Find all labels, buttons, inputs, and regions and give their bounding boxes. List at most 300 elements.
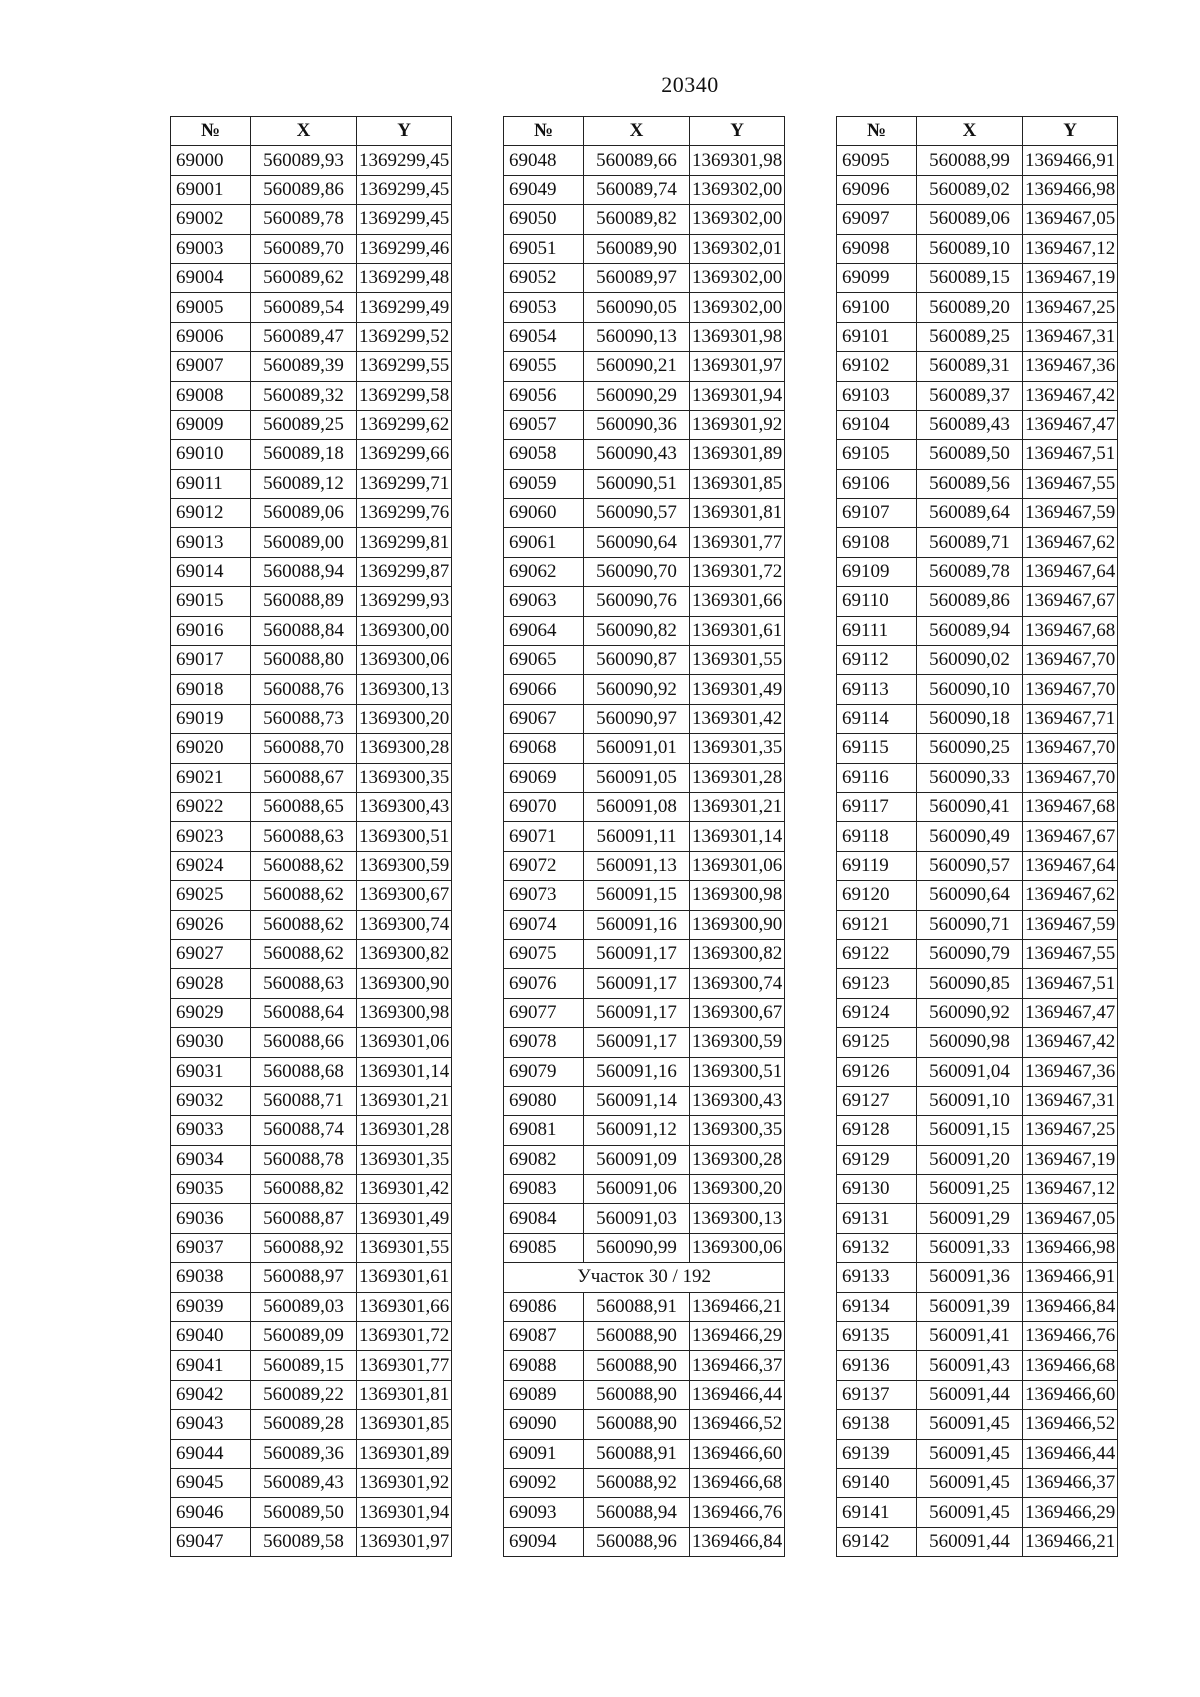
point-number-cell: 69089 [504,1380,584,1409]
point-number-cell: 69130 [837,1175,917,1204]
point-number-cell: 69036 [171,1204,251,1233]
x-coordinate-cell: 560091,36 [917,1263,1023,1292]
y-coordinate-cell: 1369301,77 [690,528,785,557]
table-row [171,1468,452,1497]
x-coordinate-cell: 560091,41 [917,1322,1023,1351]
x-coordinate-cell: 560088,62 [251,910,357,939]
table-row [171,881,452,910]
point-number-cell: 69005 [171,293,251,322]
x-coordinate-cell: 560091,20 [917,1145,1023,1174]
table-row [504,1204,785,1233]
point-number-cell: 69087 [504,1322,584,1351]
y-coordinate-cell: 1369466,29 [690,1322,785,1351]
y-coordinate-cell: 1369467,71 [1023,704,1118,733]
header-y: Y [1023,117,1118,146]
y-coordinate-cell: 1369300,90 [357,969,452,998]
table-row [171,381,452,410]
point-number-cell: 69020 [171,734,251,763]
table-row [171,910,452,939]
point-number-cell: 69047 [171,1527,251,1556]
x-coordinate-cell: 560090,41 [917,792,1023,821]
y-coordinate-cell: 1369467,47 [1023,410,1118,439]
header-x: X [584,117,690,146]
y-coordinate-cell: 1369301,06 [357,1028,452,1057]
x-coordinate-cell: 560091,05 [584,763,690,792]
x-coordinate-cell: 560090,87 [584,646,690,675]
table-row [171,352,452,381]
table-row [504,1439,785,1468]
y-coordinate-cell: 1369299,52 [357,322,452,351]
table-row [171,263,452,292]
point-number-cell: 69112 [837,646,917,675]
y-coordinate-cell: 1369467,70 [1023,646,1118,675]
point-number-cell: 69120 [837,881,917,910]
table-row [171,851,452,880]
point-number-cell: 69126 [837,1057,917,1086]
x-coordinate-cell: 560089,06 [251,499,357,528]
table-row [504,881,785,910]
y-coordinate-cell: 1369467,51 [1023,969,1118,998]
x-coordinate-cell: 560089,58 [251,1527,357,1556]
x-coordinate-cell: 560089,37 [917,381,1023,410]
point-number-cell: 69128 [837,1116,917,1145]
header-y: Y [357,117,452,146]
table-row [837,1263,1118,1292]
x-coordinate-cell: 560090,98 [917,1028,1023,1057]
x-coordinate-cell: 560091,15 [917,1116,1023,1145]
y-coordinate-cell: 1369300,20 [690,1175,785,1204]
x-coordinate-cell: 560090,82 [584,616,690,645]
x-coordinate-cell: 560091,08 [584,792,690,821]
point-number-cell: 69136 [837,1351,917,1380]
y-coordinate-cell: 1369466,29 [1023,1498,1118,1527]
point-number-cell: 69018 [171,675,251,704]
table-row [504,381,785,410]
point-number-cell: 69040 [171,1322,251,1351]
table-row [837,352,1118,381]
table-row [837,1116,1118,1145]
y-coordinate-cell: 1369467,31 [1023,1086,1118,1115]
x-coordinate-cell: 560089,93 [251,146,357,175]
table-row [504,734,785,763]
table-row [504,410,785,439]
x-coordinate-cell: 560088,66 [251,1028,357,1057]
y-coordinate-cell: 1369301,55 [690,646,785,675]
x-coordinate-cell: 560089,28 [251,1410,357,1439]
x-coordinate-cell: 560088,94 [251,557,357,586]
y-coordinate-cell: 1369467,05 [1023,205,1118,234]
y-coordinate-cell: 1369466,52 [1023,1410,1118,1439]
table-row [504,1527,785,1556]
x-coordinate-cell: 560089,39 [251,352,357,381]
point-number-cell: 69067 [504,704,584,733]
point-number-cell: 69076 [504,969,584,998]
y-coordinate-cell: 1369302,00 [690,293,785,322]
point-number-cell: 69082 [504,1145,584,1174]
point-number-cell: 69111 [837,616,917,645]
table-row [837,881,1118,910]
x-coordinate-cell: 560090,57 [584,499,690,528]
y-coordinate-cell: 1369301,81 [690,499,785,528]
table-row [504,1175,785,1204]
y-coordinate-cell: 1369301,77 [357,1351,452,1380]
x-coordinate-cell: 560088,67 [251,763,357,792]
y-coordinate-cell: 1369299,62 [357,410,452,439]
y-coordinate-cell: 1369467,67 [1023,587,1118,616]
point-number-cell: 69061 [504,528,584,557]
x-coordinate-cell: 560091,44 [917,1527,1023,1556]
x-coordinate-cell: 560088,92 [251,1233,357,1262]
x-coordinate-cell: 560089,31 [917,352,1023,381]
x-coordinate-cell: 560090,25 [917,734,1023,763]
table-row [504,293,785,322]
x-coordinate-cell: 560089,64 [917,499,1023,528]
x-coordinate-cell: 560089,32 [251,381,357,410]
x-coordinate-cell: 560091,17 [584,1028,690,1057]
point-number-cell: 69073 [504,881,584,910]
point-number-cell: 69030 [171,1028,251,1057]
y-coordinate-cell: 1369466,44 [690,1380,785,1409]
table-row [171,1498,452,1527]
y-coordinate-cell: 1369467,36 [1023,352,1118,381]
y-coordinate-cell: 1369467,59 [1023,499,1118,528]
table-row [504,1086,785,1115]
table-row [504,1116,785,1145]
x-coordinate-cell: 560089,02 [917,175,1023,204]
y-coordinate-cell: 1369467,62 [1023,881,1118,910]
point-number-cell: 69124 [837,998,917,1027]
table-row [504,1498,785,1527]
table-row [171,1116,452,1145]
point-number-cell: 69081 [504,1116,584,1145]
y-coordinate-cell: 1369300,35 [357,763,452,792]
point-number-cell: 69066 [504,675,584,704]
y-coordinate-cell: 1369299,81 [357,528,452,557]
point-number-cell: 69045 [171,1468,251,1497]
x-coordinate-cell: 560089,25 [917,322,1023,351]
y-coordinate-cell: 1369467,25 [1023,293,1118,322]
point-number-cell: 69088 [504,1351,584,1380]
y-coordinate-cell: 1369299,46 [357,234,452,263]
y-coordinate-cell: 1369467,42 [1023,381,1118,410]
table-row [837,263,1118,292]
y-coordinate-cell: 1369300,13 [357,675,452,704]
point-number-cell: 69134 [837,1292,917,1321]
y-coordinate-cell: 1369300,43 [690,1086,785,1115]
point-number-cell: 69013 [171,528,251,557]
point-number-cell: 69098 [837,234,917,263]
y-coordinate-cell: 1369300,90 [690,910,785,939]
table-row [171,822,452,851]
y-coordinate-cell: 1369299,66 [357,440,452,469]
y-coordinate-cell: 1369301,72 [690,557,785,586]
y-coordinate-cell: 1369299,48 [357,263,452,292]
x-coordinate-cell: 560088,76 [251,675,357,704]
y-coordinate-cell: 1369466,91 [1023,146,1118,175]
y-coordinate-cell: 1369467,31 [1023,322,1118,351]
y-coordinate-cell: 1369301,42 [357,1175,452,1204]
table-row [837,704,1118,733]
point-number-cell: 69137 [837,1380,917,1409]
y-coordinate-cell: 1369301,66 [357,1292,452,1321]
table-header-row [504,117,785,146]
table-row [837,910,1118,939]
x-coordinate-cell: 560091,13 [584,851,690,880]
table-row [837,381,1118,410]
y-coordinate-cell: 1369301,85 [690,469,785,498]
y-coordinate-cell: 1369467,62 [1023,528,1118,557]
x-coordinate-cell: 560091,01 [584,734,690,763]
point-number-cell: 69050 [504,205,584,234]
x-coordinate-cell: 560089,90 [584,234,690,263]
y-coordinate-cell: 1369301,06 [690,851,785,880]
table-row [171,1175,452,1204]
table-row [837,1351,1118,1380]
y-coordinate-cell: 1369301,94 [357,1498,452,1527]
table-row [837,763,1118,792]
table-row [171,1351,452,1380]
x-coordinate-cell: 560089,00 [251,528,357,557]
table-row [504,1468,785,1497]
table-body [837,146,1118,1557]
point-number-cell: 69044 [171,1439,251,1468]
x-coordinate-cell: 560091,43 [917,1351,1023,1380]
point-number-cell: 69101 [837,322,917,351]
y-coordinate-cell: 1369467,47 [1023,998,1118,1027]
x-coordinate-cell: 560088,62 [251,851,357,880]
point-number-cell: 69104 [837,410,917,439]
point-number-cell: 69095 [837,146,917,175]
point-number-cell: 69090 [504,1410,584,1439]
x-coordinate-cell: 560090,76 [584,587,690,616]
point-number-cell: 69028 [171,969,251,998]
point-number-cell: 69106 [837,469,917,498]
x-coordinate-cell: 560091,10 [917,1086,1023,1115]
table-row [837,146,1118,175]
y-coordinate-cell: 1369299,71 [357,469,452,498]
y-coordinate-cell: 1369467,19 [1023,1145,1118,1174]
y-coordinate-cell: 1369299,45 [357,146,452,175]
x-coordinate-cell: 560089,56 [917,469,1023,498]
y-coordinate-cell: 1369466,52 [690,1410,785,1439]
point-number-cell: 69135 [837,1322,917,1351]
table-row [837,1468,1118,1497]
header-x: X [251,117,357,146]
point-number-cell: 69097 [837,205,917,234]
table-row [837,587,1118,616]
table-body [171,146,452,1557]
table-row [171,469,452,498]
x-coordinate-cell: 560089,09 [251,1322,357,1351]
y-coordinate-cell: 1369300,74 [690,969,785,998]
y-coordinate-cell: 1369467,59 [1023,910,1118,939]
point-number-cell: 69004 [171,263,251,292]
y-coordinate-cell: 1369300,98 [690,881,785,910]
x-coordinate-cell: 560089,15 [251,1351,357,1380]
table-row [504,205,785,234]
header-number: № [837,117,917,146]
x-coordinate-cell: 560089,82 [584,205,690,234]
x-coordinate-cell: 560091,12 [584,1116,690,1145]
y-coordinate-cell: 1369466,84 [1023,1292,1118,1321]
table-row [837,1175,1118,1204]
point-number-cell: 69119 [837,851,917,880]
x-coordinate-cell: 560091,39 [917,1292,1023,1321]
table-row [837,1204,1118,1233]
header-number: № [171,117,251,146]
y-coordinate-cell: 1369300,00 [357,616,452,645]
x-coordinate-cell: 560089,47 [251,322,357,351]
point-number-cell: 69019 [171,704,251,733]
table-row [171,646,452,675]
x-coordinate-cell: 560090,02 [917,646,1023,675]
point-number-cell: 69043 [171,1410,251,1439]
table-row [504,322,785,351]
y-coordinate-cell: 1369467,25 [1023,1116,1118,1145]
x-coordinate-cell: 560090,13 [584,322,690,351]
y-coordinate-cell: 1369301,21 [357,1086,452,1115]
x-coordinate-cell: 560089,97 [584,263,690,292]
table-row [171,499,452,528]
x-coordinate-cell: 560088,90 [584,1380,690,1409]
table-row [171,1028,452,1057]
x-coordinate-cell: 560090,29 [584,381,690,410]
y-coordinate-cell: 1369301,98 [690,146,785,175]
y-coordinate-cell: 1369300,43 [357,792,452,821]
point-number-cell: 69056 [504,381,584,410]
coordinates-table-1 [170,116,452,1557]
x-coordinate-cell: 560088,89 [251,587,357,616]
x-coordinate-cell: 560090,64 [917,881,1023,910]
table-row [837,1439,1118,1468]
point-number-cell: 69042 [171,1380,251,1409]
x-coordinate-cell: 560090,70 [584,557,690,586]
table-row [171,1204,452,1233]
y-coordinate-cell: 1369467,68 [1023,616,1118,645]
y-coordinate-cell: 1369466,76 [1023,1322,1118,1351]
y-coordinate-cell: 1369300,20 [357,704,452,733]
point-number-cell: 69053 [504,293,584,322]
table-row [504,1351,785,1380]
point-number-cell: 69138 [837,1410,917,1439]
x-coordinate-cell: 560088,71 [251,1086,357,1115]
table-row [504,1028,785,1057]
table-row [171,1380,452,1409]
y-coordinate-cell: 1369299,93 [357,587,452,616]
table-row [837,1527,1118,1556]
table-row [504,499,785,528]
x-coordinate-cell: 560088,94 [584,1498,690,1527]
point-number-cell: 69046 [171,1498,251,1527]
x-coordinate-cell: 560090,71 [917,910,1023,939]
x-coordinate-cell: 560091,17 [584,998,690,1027]
table-row [504,616,785,645]
y-coordinate-cell: 1369299,49 [357,293,452,322]
table-row [504,1322,785,1351]
x-coordinate-cell: 560090,57 [917,851,1023,880]
x-coordinate-cell: 560088,78 [251,1145,357,1174]
y-coordinate-cell: 1369301,98 [690,322,785,351]
point-number-cell: 69113 [837,675,917,704]
x-coordinate-cell: 560088,63 [251,822,357,851]
y-coordinate-cell: 1369301,85 [357,1410,452,1439]
y-coordinate-cell: 1369466,21 [690,1292,785,1321]
y-coordinate-cell: 1369299,45 [357,205,452,234]
table-row [837,322,1118,351]
y-coordinate-cell: 1369301,28 [357,1116,452,1145]
y-coordinate-cell: 1369302,00 [690,205,785,234]
y-coordinate-cell: 1369300,28 [690,1145,785,1174]
table-row [171,587,452,616]
y-coordinate-cell: 1369467,68 [1023,792,1118,821]
y-coordinate-cell: 1369467,64 [1023,851,1118,880]
x-coordinate-cell: 560088,62 [251,881,357,910]
table-row [837,440,1118,469]
x-coordinate-cell: 560090,92 [584,675,690,704]
point-number-cell: 69062 [504,557,584,586]
point-number-cell: 69006 [171,322,251,351]
point-number-cell: 69141 [837,1498,917,1527]
point-number-cell: 69003 [171,234,251,263]
table-row [837,1292,1118,1321]
x-coordinate-cell: 560088,73 [251,704,357,733]
y-coordinate-cell: 1369301,49 [357,1204,452,1233]
coordinates-table-2 [503,116,785,1557]
y-coordinate-cell: 1369467,70 [1023,734,1118,763]
table-row [171,1439,452,1468]
x-coordinate-cell: 560089,20 [917,293,1023,322]
point-number-cell: 69041 [171,1351,251,1380]
y-coordinate-cell: 1369467,70 [1023,763,1118,792]
point-number-cell: 69065 [504,646,584,675]
y-coordinate-cell: 1369301,97 [690,352,785,381]
x-coordinate-cell: 560088,64 [251,998,357,1027]
table-row [837,969,1118,998]
y-coordinate-cell: 1369300,82 [357,939,452,968]
y-coordinate-cell: 1369301,81 [357,1380,452,1409]
table-row [504,851,785,880]
point-number-cell: 69129 [837,1145,917,1174]
table-row [837,1028,1118,1057]
x-coordinate-cell: 560091,09 [584,1145,690,1174]
y-coordinate-cell: 1369301,72 [357,1322,452,1351]
x-coordinate-cell: 560088,96 [584,1527,690,1556]
x-coordinate-cell: 560090,33 [917,763,1023,792]
y-coordinate-cell: 1369300,59 [690,1028,785,1057]
x-coordinate-cell: 560090,21 [584,352,690,381]
point-number-cell: 69121 [837,910,917,939]
y-coordinate-cell: 1369301,92 [690,410,785,439]
point-number-cell: 69007 [171,352,251,381]
table-row [504,792,785,821]
table-row [837,499,1118,528]
x-coordinate-cell: 560091,45 [917,1468,1023,1497]
x-coordinate-cell: 560089,22 [251,1380,357,1409]
point-number-cell: 69069 [504,763,584,792]
table-row [171,1527,452,1556]
x-coordinate-cell: 560089,03 [251,1292,357,1321]
point-number-cell: 69014 [171,557,251,586]
point-number-cell: 69048 [504,146,584,175]
table-row [837,234,1118,263]
table-row [837,939,1118,968]
point-number-cell: 69083 [504,1175,584,1204]
point-number-cell: 69026 [171,910,251,939]
table-row [837,998,1118,1027]
y-coordinate-cell: 1369301,14 [690,822,785,851]
table-row [171,1292,452,1321]
point-number-cell: 69011 [171,469,251,498]
